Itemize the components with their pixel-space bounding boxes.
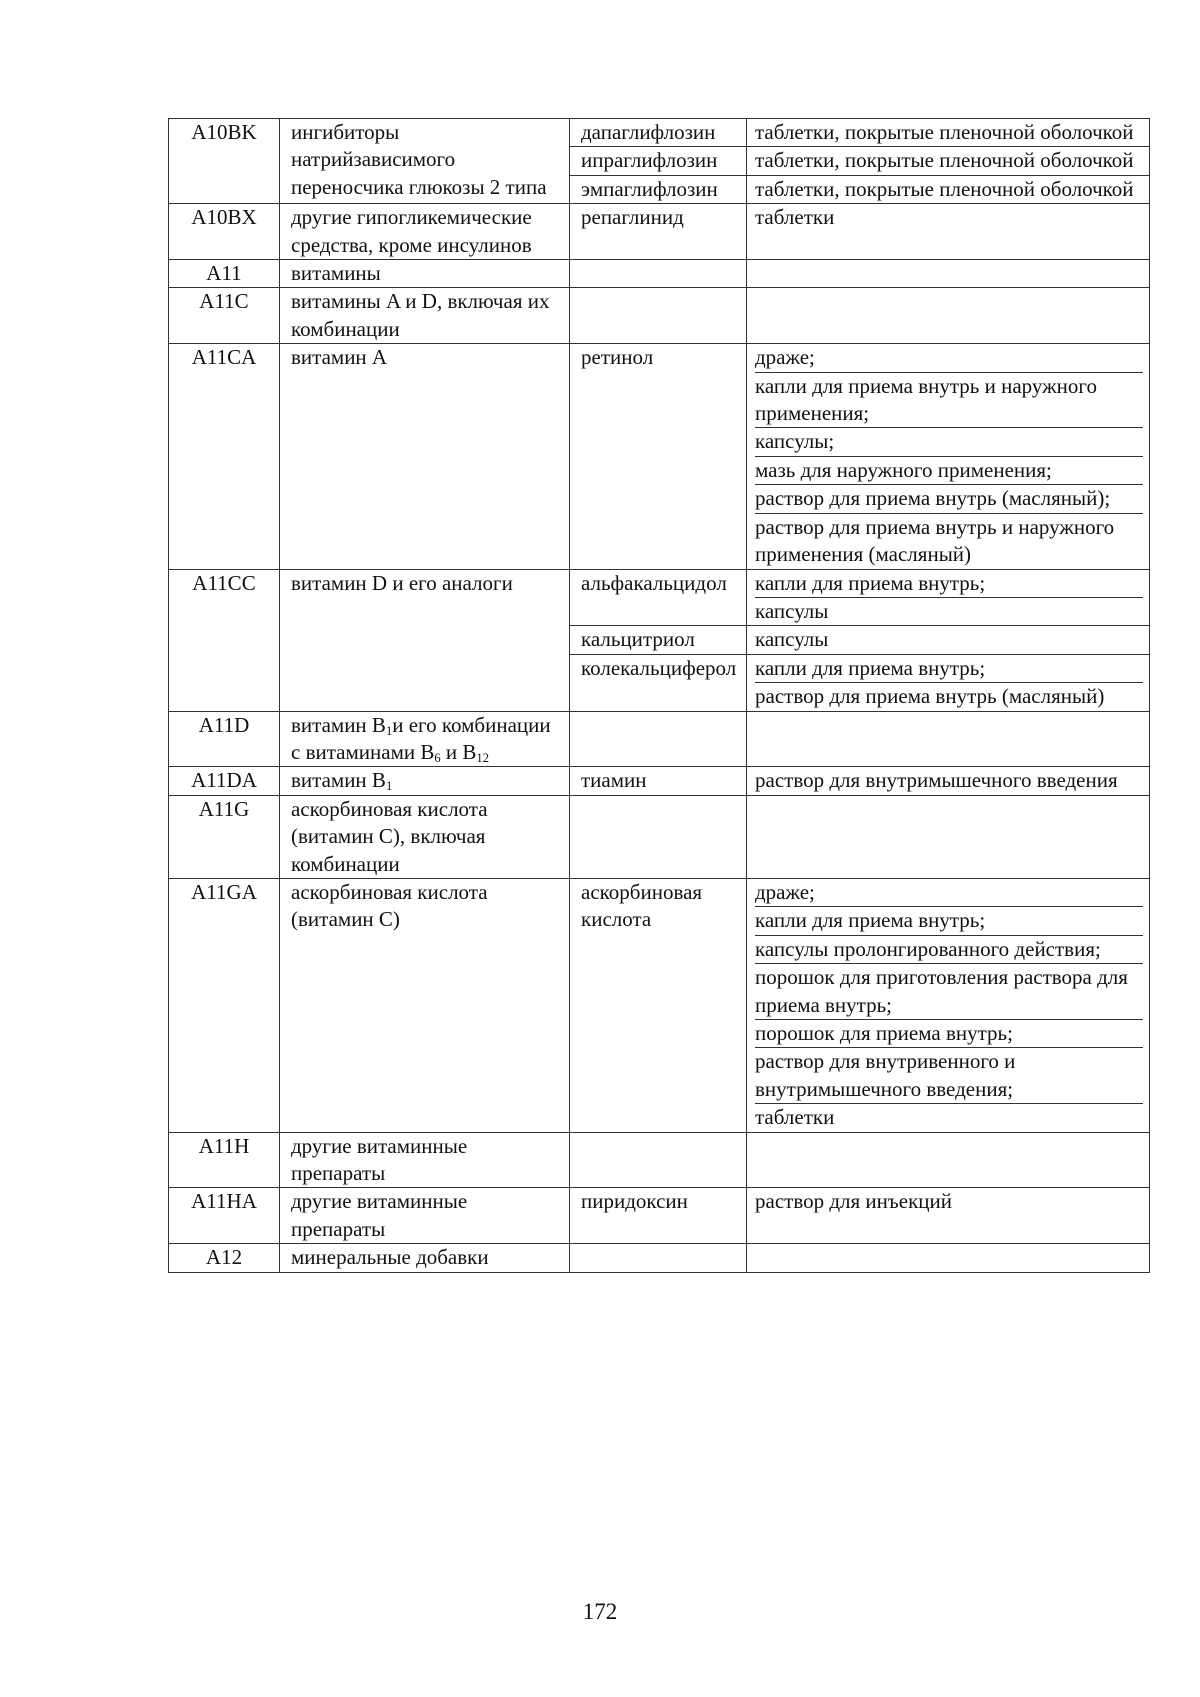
dosage-form: капсулы; — [755, 427, 1143, 455]
atc-code: A10BX — [191, 205, 257, 230]
drug-name: репаглинид — [581, 205, 684, 230]
subscript: 1 — [385, 723, 393, 738]
group-cell — [280, 119, 570, 204]
atc-code: A11HA — [191, 1189, 257, 1214]
dosage-form: таблетки, покрытые пленочной оболочкой — [755, 176, 1134, 201]
drug-name: дапаглифлозин — [581, 120, 716, 144]
atc-code: A11DA — [191, 768, 257, 793]
subscript: 12 — [476, 751, 489, 766]
dosage-form: капсулы — [755, 597, 1143, 625]
drug-name: пиридоксин — [581, 1189, 688, 1214]
table-row — [169, 795, 1150, 878]
drug-name: аскорбиновая кислота — [581, 879, 703, 932]
dosage-form: таблетки — [755, 205, 835, 230]
drug-name: кальцитриол — [581, 627, 695, 652]
group-cell — [280, 1244, 570, 1272]
atc-code-cell — [169, 878, 280, 1132]
drug-name-cell — [570, 711, 747, 767]
drug-name-cell — [570, 288, 747, 344]
subscript: 6 — [434, 751, 441, 766]
dosage-form-cell — [747, 1244, 1150, 1272]
dosage-form: раствор для инъекций — [755, 1189, 952, 1214]
dosage-form: капли для приема внутрь; — [755, 655, 986, 680]
table-row — [169, 711, 1150, 767]
atc-code: A11GA — [191, 879, 257, 904]
drug-name: альфакальцидол — [581, 570, 727, 595]
atc-code-cell — [169, 288, 280, 344]
group-cell — [280, 767, 570, 795]
dosage-form-cell — [747, 204, 1150, 260]
group-name: аскорбиновая кислота (витамин C), включая комбинации — [291, 796, 488, 876]
atc-code-cell — [169, 569, 280, 711]
table-row — [169, 878, 1150, 1132]
dosage-form: раствор для приема внутрь и наружного применения (масляный) — [755, 513, 1143, 569]
dosage-form-cell — [747, 1188, 1150, 1244]
drug-name-cell — [570, 626, 747, 654]
dosage-form-cell — [747, 147, 1150, 175]
dosage-form-cell — [747, 795, 1150, 878]
dosage-form-cell — [747, 626, 1150, 654]
group-cell — [280, 288, 570, 344]
table-row — [169, 119, 1150, 147]
atc-code: A11 — [206, 261, 242, 286]
group-name: витамин D и его аналоги — [291, 570, 513, 595]
drug-name-cell — [570, 1132, 747, 1188]
dosage-form: капли для приема внутрь; — [755, 906, 1143, 934]
page-number: 172 — [582, 1599, 618, 1624]
table-row — [169, 1132, 1150, 1188]
dosage-form: капли для приема внутрь; — [755, 570, 986, 595]
drug-name: колекальциферол — [581, 655, 737, 680]
group-cell — [280, 795, 570, 878]
group-cell — [280, 1132, 570, 1188]
group-name: витамин A — [291, 345, 388, 370]
group-name: другие гипогликемические средства, кроме инсулинов — [291, 205, 532, 257]
dosage-form-cell — [747, 711, 1150, 767]
group-name: витамины — [291, 261, 381, 286]
drug-name-cell — [570, 344, 747, 569]
table-row — [169, 344, 1150, 569]
drug-name-cell — [570, 878, 747, 1132]
dosage-form: капсулы пролонгированного действия; — [755, 935, 1143, 963]
dosage-form-cell — [747, 288, 1150, 344]
atc-code: A11CA — [191, 345, 257, 370]
table-row — [169, 1188, 1150, 1244]
dosage-form: раствор для приема внутрь (масляный) — [755, 682, 1143, 710]
dosage-form: раствор для внутривенного и внутримышечного введения; — [755, 1047, 1143, 1103]
atc-code: A12 — [205, 1245, 243, 1270]
drug-name-cell — [570, 147, 747, 175]
atc-code-cell — [169, 795, 280, 878]
dosage-form-cell — [747, 654, 1150, 711]
drug-name-cell — [570, 175, 747, 203]
group-name: минеральные добавки — [291, 1245, 489, 1270]
dosage-form: мазь для наружного применения; — [755, 456, 1143, 484]
dosage-form-cell — [747, 767, 1150, 795]
dosage-form: таблетки, покрытые пленочной оболочкой — [755, 120, 1134, 144]
drug-name-cell — [570, 1188, 747, 1244]
dosage-form-cell — [747, 260, 1150, 288]
group-name: другие витаминные препараты — [291, 1133, 468, 1186]
drug-name-cell — [570, 654, 747, 711]
atc-code: A11CC — [192, 570, 256, 595]
group-name: витамин $B_1и$ его комбинации с витаминами $B_6$ и $B_{12}$ — [291, 712, 551, 766]
drug-name-cell — [570, 1244, 747, 1272]
group-cell — [280, 711, 570, 767]
drug-name-cell — [570, 119, 747, 147]
atc-code-cell — [169, 1132, 280, 1188]
atc-code: A11G — [198, 796, 250, 821]
group-cell — [280, 204, 570, 260]
dosage-form: порошок для приготовления раствора для приема внутрь; — [755, 963, 1143, 1019]
dosage-form-cell — [747, 344, 1150, 569]
table-row — [169, 1244, 1150, 1272]
drug-name-cell — [570, 767, 747, 795]
group-name: витамин $B_1$ — [291, 768, 393, 794]
atc-code: A10BK — [191, 120, 257, 144]
dosage-form: драже; — [755, 879, 815, 904]
subscript: 1 — [385, 779, 393, 794]
group-cell — [280, 878, 570, 1132]
table-row — [169, 260, 1150, 288]
group-name: витамины A и D, включая их комбинации — [291, 289, 550, 341]
group-name: ингибиторы натрийзависимого переносчика глюкозы 2 типа — [291, 120, 547, 199]
table-row — [169, 204, 1150, 260]
dosage-form: раствор для приема внутрь (масляный); — [755, 484, 1143, 512]
dosage-form: раствор для внутримышечного введения — [755, 768, 1118, 793]
group-cell — [280, 1188, 570, 1244]
atc-code-cell — [169, 260, 280, 288]
atc-code: A11H — [198, 1133, 250, 1158]
drug-name: ретинол — [581, 345, 654, 370]
dosage-form-cell — [747, 119, 1150, 147]
atc-code-cell — [169, 1244, 280, 1272]
atc-code-cell — [169, 204, 280, 260]
dosage-form: порошок для приема внутрь; — [755, 1019, 1143, 1047]
group-name: аскорбиновая кислота (витамин C) — [291, 879, 488, 932]
dosage-form: капли для приема внутрь и наружного применения; — [755, 372, 1143, 428]
group-cell — [280, 569, 570, 711]
atc-code-cell — [169, 119, 280, 204]
group-name: другие витаминные препараты — [291, 1189, 468, 1241]
dosage-form: таблетки — [755, 1103, 1143, 1131]
drug-table — [168, 118, 1150, 1273]
atc-code-cell — [169, 711, 280, 767]
drug-name-cell — [570, 569, 747, 626]
drug-name-cell — [570, 260, 747, 288]
atc-code-cell — [169, 1188, 280, 1244]
dosage-form-cell — [747, 175, 1150, 203]
drug-name: тиамин — [581, 768, 647, 793]
atc-code: A11C — [199, 289, 249, 314]
table-row — [169, 288, 1150, 344]
group-cell — [280, 344, 570, 569]
drug-name-cell — [570, 204, 747, 260]
dosage-form: драже; — [755, 345, 815, 370]
group-cell — [280, 260, 570, 288]
drug-name: эмпаглифлозин — [581, 176, 718, 201]
dosage-form: капсулы — [755, 627, 829, 652]
dosage-form-cell — [747, 569, 1150, 626]
atc-code-cell — [169, 767, 280, 795]
table-row — [169, 767, 1150, 795]
table-row — [169, 569, 1150, 626]
drug-name: ипраглифлозин — [581, 148, 718, 173]
dosage-form: таблетки, покрытые пленочной оболочкой — [755, 148, 1134, 173]
drug-name-cell — [570, 795, 747, 878]
dosage-form-cell — [747, 878, 1150, 1132]
atc-code: A11D — [198, 712, 250, 737]
atc-code-cell — [169, 344, 280, 569]
dosage-form-cell — [747, 1132, 1150, 1188]
